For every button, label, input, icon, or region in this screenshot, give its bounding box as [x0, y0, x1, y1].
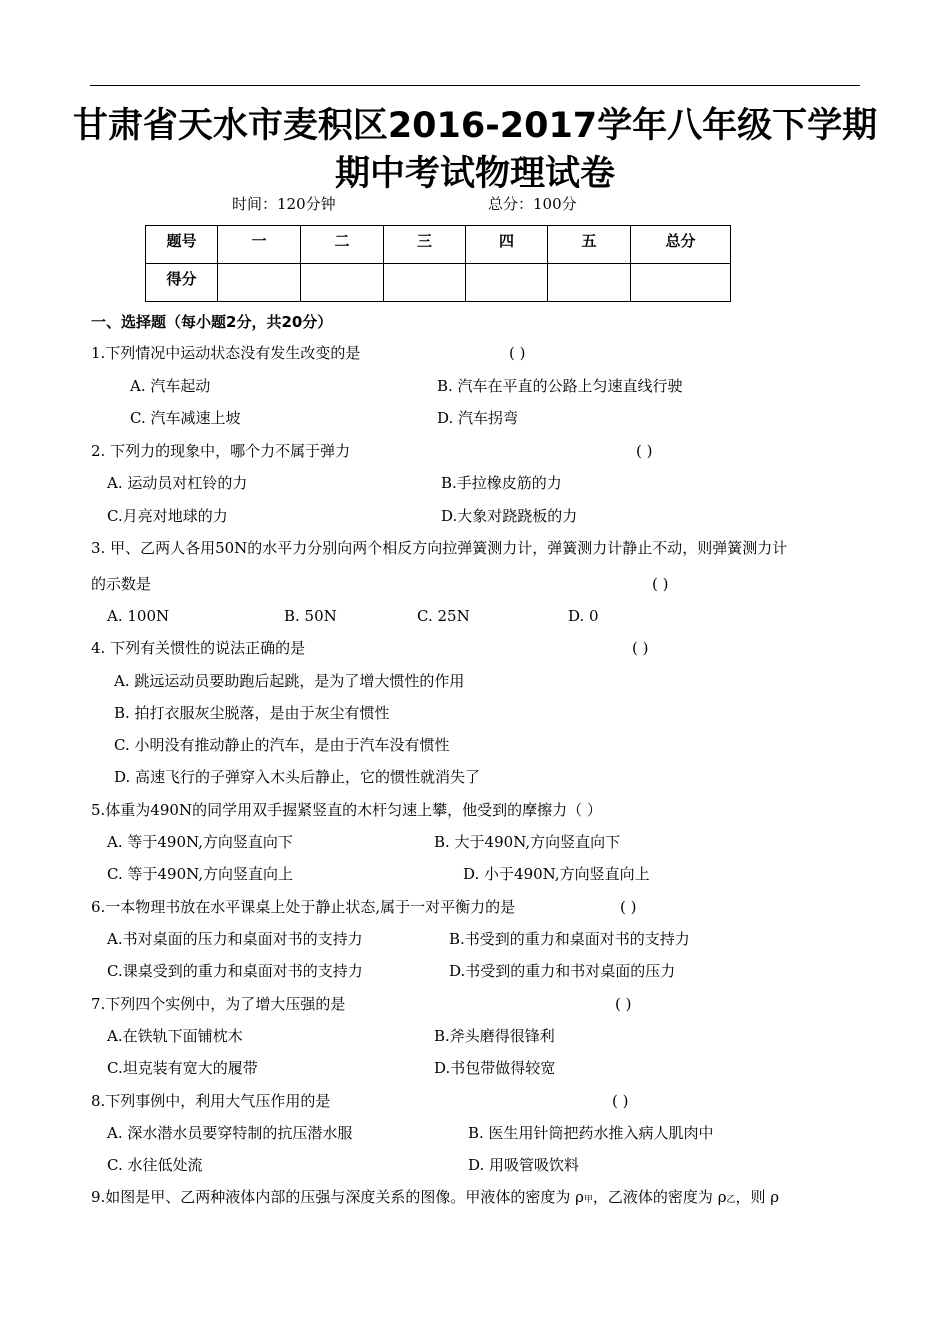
- q3-option-a: A. 100N: [107, 607, 170, 625]
- q6-option-c: C.课桌受到的重力和桌面对书的支持力: [107, 962, 363, 980]
- q1-option-a: A. 汽车起动: [130, 377, 211, 395]
- q8-stem: 8.下列事例中，利用大气压作用的是: [91, 1092, 331, 1110]
- title-line-2: 期中考试物理试卷: [334, 154, 615, 194]
- q4-option-d: D. 高速飞行的子弹穿入木头后静止，它的惯性就消失了: [114, 768, 481, 786]
- score-cell[interactable]: [218, 264, 301, 302]
- q2-option-a: A. 运动员对杠铃的力: [107, 474, 248, 492]
- header-cell: 三: [384, 226, 466, 264]
- score-cell[interactable]: [466, 264, 548, 302]
- score-table: [145, 225, 731, 302]
- q5-option-b: B. 大于490N,方向竖直向下: [434, 833, 621, 851]
- score-cell[interactable]: [301, 264, 384, 302]
- exam-total-score: 总分：100分: [488, 195, 577, 213]
- q4-option-b: B. 拍打衣服灰尘脱落，是由于灰尘有惯性: [114, 704, 390, 722]
- q8-option-b: B. 医生用针筒把药水推入病人肌肉中: [468, 1124, 714, 1142]
- q8-option-d: D. 用吸管吸饮料: [468, 1156, 580, 1174]
- q8-option-c: C. 水往低处流: [107, 1156, 203, 1174]
- header-cell: 总分: [631, 226, 731, 264]
- q3-option-c: C. 25N: [417, 607, 470, 625]
- q8-answer-paren: ( ): [612, 1092, 629, 1110]
- score-table-header-row: [146, 226, 731, 264]
- q7-answer-paren: ( ): [615, 995, 632, 1013]
- q6-option-b: B.书受到的重力和桌面对书的支持力: [449, 930, 690, 948]
- q3-stem-line-1: 3. 甲、乙两人各用50N的水平力分别向两个相反方向拉弹簧测力计，弹簧测力计静止不动，则弹簧测力计: [91, 539, 788, 557]
- q2-option-d: D.大象对跷跷板的力: [441, 507, 578, 525]
- q5-option-d: D. 小于490N,方向竖直向上: [463, 865, 650, 883]
- q1-option-b: B. 汽车在平直的公路上匀速直线行驶: [437, 377, 683, 395]
- q1-option-c: C. 汽车减速上坡: [130, 409, 241, 427]
- header-cell: 四: [466, 226, 548, 264]
- header-cell: 一: [218, 226, 301, 264]
- q7-option-a: A.在铁轨下面铺枕木: [107, 1027, 243, 1045]
- q2-option-c: C.月亮对地球的力: [107, 507, 228, 525]
- q5-stem: 5.体重为490N的同学用双手握紧竖直的木杆匀速上攀，他受到的摩擦力（ ）: [91, 801, 602, 819]
- q5-option-c: C. 等于490N,方向竖直向上: [107, 865, 294, 883]
- score-cell[interactable]: [384, 264, 466, 302]
- q2-option-b: B.手拉橡皮筋的力: [441, 474, 562, 492]
- q9-stem-part-c: ，则 ρ: [735, 1188, 780, 1206]
- q3-option-b: B. 50N: [284, 607, 337, 625]
- q8-option-a: A. 深水潜水员要穿特制的抗压潜水服: [107, 1124, 353, 1142]
- header-cell: 二: [301, 226, 384, 264]
- q7-stem: 7.下列四个实例中，为了增大压强的是: [91, 995, 346, 1013]
- top-rule: [90, 85, 860, 86]
- q7-option-d: D.书包带做得较宽: [434, 1059, 556, 1077]
- q1-option-d: D. 汽车拐弯: [437, 409, 519, 427]
- q4-answer-paren: ( ): [632, 639, 649, 657]
- q2-answer-paren: ( ): [636, 442, 653, 460]
- score-cell[interactable]: [548, 264, 631, 302]
- q7-option-b: B.斧头磨得很锋利: [434, 1027, 555, 1045]
- exam-time: 时间：120分钟: [232, 195, 336, 213]
- q4-stem: 4. 下列有关惯性的说法正确的是: [91, 639, 306, 657]
- q4-option-c: C. 小明没有推动静止的汽车，是由于汽车没有惯性: [114, 736, 450, 754]
- q7-option-c: C.坦克装有宽大的履带: [107, 1059, 258, 1077]
- header-cell: 五: [548, 226, 631, 264]
- score-cell[interactable]: [631, 264, 731, 302]
- q3-option-d: D. 0: [568, 607, 599, 625]
- q9-stem: [91, 1187, 779, 1210]
- q1-stem: 1.下列情况中运动状态没有发生改变的是: [91, 344, 361, 362]
- q6-option-a: A.书对桌面的压力和桌面对书的支持力: [107, 930, 363, 948]
- row-label-cell: 得分: [146, 264, 218, 302]
- title-line-1: 甘肃省天水市麦积区2016-2017学年八年级下学期: [72, 106, 878, 146]
- header-cell: 题号: [146, 226, 218, 264]
- q3-answer-paren: ( ): [652, 575, 669, 593]
- q6-answer-paren: ( ): [620, 898, 637, 916]
- q4-option-a: A. 跳远运动员要助跑后起跳，是为了增大惯性的作用: [114, 672, 465, 690]
- q5-option-a: A. 等于490N,方向竖直向下: [107, 833, 293, 851]
- q9-stem-part-b: ，乙液体的密度为 ρ: [592, 1188, 727, 1206]
- q6-option-d: D.书受到的重力和书对桌面的压力: [449, 962, 676, 980]
- q2-stem: 2. 下列力的现象中，哪个力不属于弹力: [91, 442, 351, 460]
- q6-stem: 6.一本物理书放在水平课桌上处于静止状态,属于一对平衡力的是: [91, 898, 516, 916]
- q9-subscript-jia: 甲: [583, 1195, 593, 1205]
- q1-answer-paren: ( ): [509, 344, 526, 362]
- score-table-score-row: [146, 264, 731, 302]
- q3-stem-line-2: 的示数是: [91, 575, 152, 593]
- q9-subscript-yi: 乙: [726, 1195, 736, 1205]
- q9-stem-part-a: 9.如图是甲、乙两种液体内部的压强与深度关系的图像。甲液体的密度为 ρ: [91, 1188, 584, 1206]
- section-1-heading: 一、选择题（每小题2分，共20分）: [91, 313, 333, 331]
